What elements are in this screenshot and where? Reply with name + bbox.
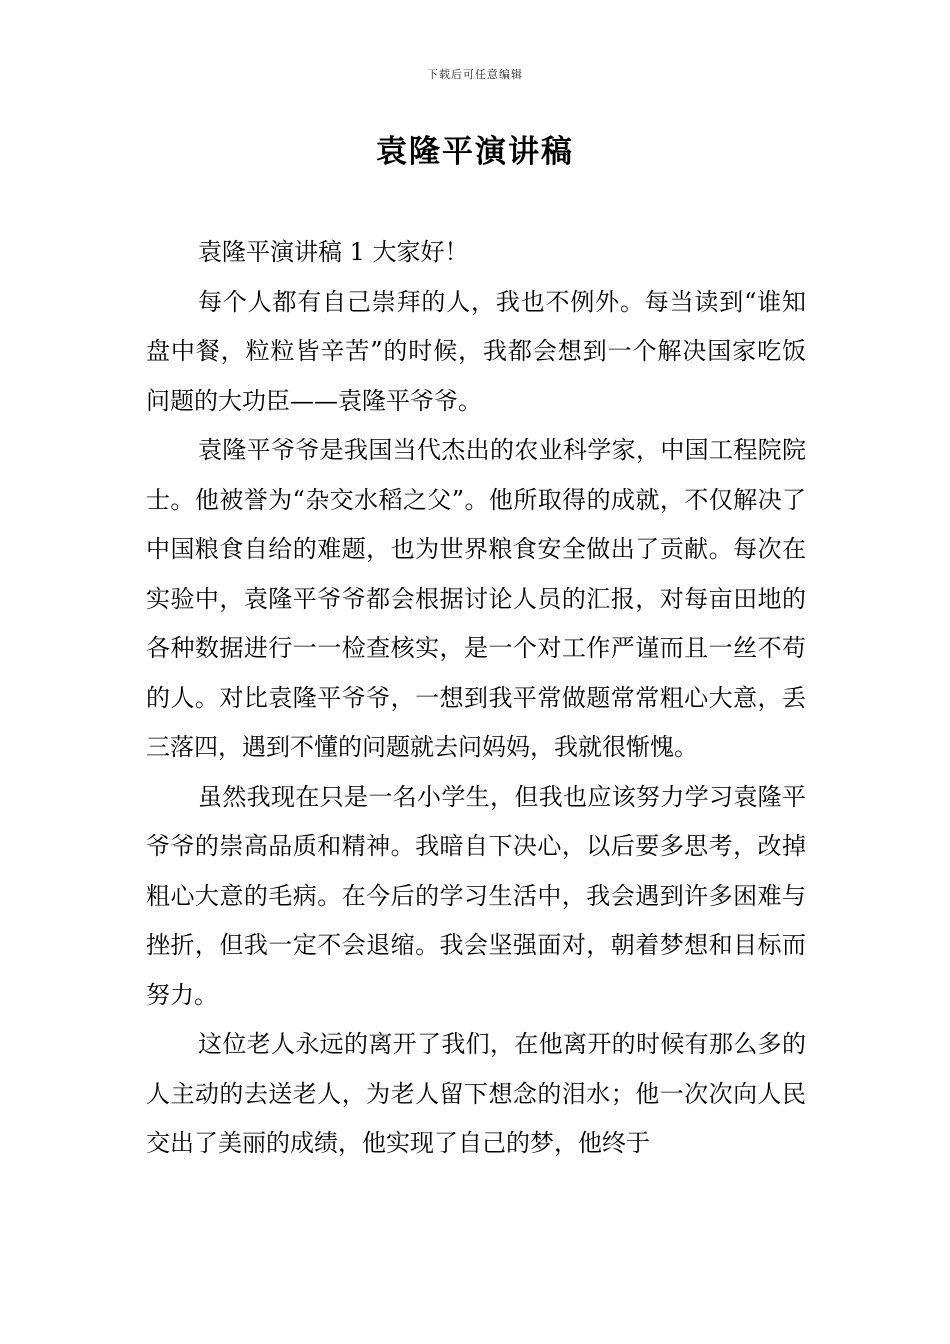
paragraph: 每个人都有自己崇拜的人，我也不例外。每当读到“谁知盘中餐，粒粒皆辛苦”的时候，我都会想到一个解决国家吃饭问题的大功臣——袁隆平爷爷。 bbox=[146, 287, 806, 415]
document-title: 袁隆平演讲稿 bbox=[376, 134, 574, 170]
paragraph: 这位老人永远的离开了我们，在他离开的时候有那么多的人主动的去送老人，为老人留下想念的泪水；他一次次向人民交出了美丽的成绩，他实现了自己的梦，他终于 bbox=[146, 1030, 806, 1157]
document-body bbox=[146, 228, 806, 1169]
header-note: 下载后可任意编辑 bbox=[427, 68, 523, 81]
paragraph: 虽然我现在只是一名小学生，但我也应该努力学习袁隆平爷爷的崇高品质和精神。我暗自下决心，以后要多思考，改掉粗心大意的毛病。在今后的学习生活中，我会遇到许多困难与挫折，但我一定不会退缩。我会坚强面对，朝着梦想和目标而努力。 bbox=[146, 782, 806, 1009]
paragraph: 袁隆平爷爷是我国当代杰出的农业科学家，中国工程院院士。他被誉为“杂交水稻之父”。他所取得的成就，不仅解决了中国粮食自给的难题，也为世界粮食安全做出了贡献。每次在实验中，袁隆平爷爷都会根据讨论人员的汇报，对每亩田地的各种数据进行一一检查核实，是一个对工作严谨而且一丝不苟的人。对比袁隆平爷爷，一想到我平常做题常常粗心大意，丢三落四，遇到不懂的问题就去问妈妈，我就很惭愧。 bbox=[146, 436, 806, 761]
paragraph-greeting: 袁隆平演讲稿 1 大家好！ bbox=[198, 238, 469, 266]
